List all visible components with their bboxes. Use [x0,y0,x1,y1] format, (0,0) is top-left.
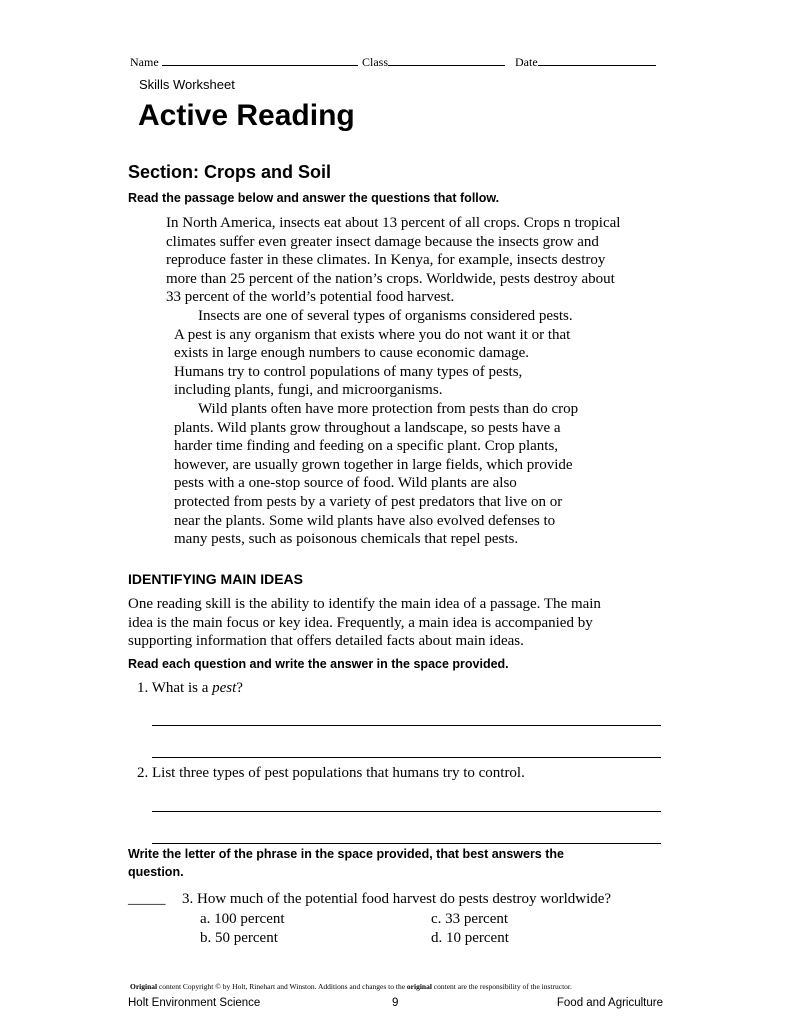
passage-line: In North America, insects eat about 13 percent of all crops. Crops n tropical [166,215,621,231]
header-class-field [362,53,505,70]
question-1-prefix: 1. What is a [137,680,213,696]
answer-line-q1-b[interactable] [152,757,661,758]
main-ideas-heading: IDENTIFYING MAIN IDEAS [128,571,304,587]
passage-line: near the plants. Some wild plants have also evolved defenses to [174,512,556,529]
question-3-blank[interactable]: _____ [128,891,166,907]
choice-a: a. 100 percent [200,911,285,927]
main-ideas-text [128,595,601,651]
page-number: 9 [392,997,399,1009]
passage-line: exists in large enough numbers to cause economic damage. [174,345,530,362]
passage-line: Wild plants often have more protection from pests than do crop [198,400,579,417]
choice-c: c. 33 percent [431,911,509,927]
reading-passage [166,214,620,549]
page-title: Active Reading [138,99,355,132]
mc-instruction [128,845,564,881]
header-name-field [130,53,358,70]
passage-line: many pests, such as poisonous chemicals that repel pests. [174,531,519,548]
mc-instruction-line: Write the letter of the phrase in the space provided, that best answers the [128,847,564,861]
passage-line: including plants, fungi, and microorganisms. [174,382,443,399]
footer-left: Holt Environment Science [128,997,261,1009]
copyright-notice [130,982,572,991]
date-blank[interactable] [538,53,656,66]
class-label: Class [362,55,389,69]
passage-line: climates suffer even greater insect damage because the insects grow and [166,233,599,250]
name-label: Name [130,55,159,69]
mc-instruction-line: question. [128,865,184,879]
passage-instruction: Read the passage below and answer the questions that follow. [128,191,500,205]
copyright-text-end: content are the responsibility of the instructor. [431,982,572,991]
header-date-field [515,53,656,70]
question-instruction: Read each question and write the answer in the space provided. [128,657,509,671]
copyright-original-2: original [406,982,432,991]
main-ideas-line: One reading skill is the ability to identify the main idea of a passage. The main [128,596,601,612]
copyright-original-1: Original [130,982,158,991]
choice-d: d. 10 percent [431,930,509,946]
passage-line: more than 25 percent of the nation’s crops. Worldwide, pests destroy about [166,270,615,287]
passage-line: reproduce faster in these climates. In Kenya, for example, insects destroy [166,252,606,269]
copyright-text-mid: content Copyright © by Holt, Rinehart and Winston. Additions and changes to the [157,982,407,991]
passage-line: Humans try to control populations of many types of pests, [174,363,523,380]
answer-line-q2-a[interactable] [152,811,661,812]
passage-line: protected from pests by a variety of pest predators that live on or [174,493,563,510]
question-1 [137,680,243,697]
passage-line: A pest is any organism that exists where you do not want it or that [174,326,571,343]
passage-line: Insects are one of several types of organisms considered pests. [198,307,573,324]
main-ideas-line: supporting information that offers detailed facts about main ideas. [128,633,524,650]
main-ideas-line: idea is the main focus or key idea. Frequently, a main idea is accompanied by [128,614,593,631]
choice-b: b. 50 percent [200,930,278,946]
passage-line: pests with a one-stop source of food. Wild plants are also [174,475,517,492]
passage-line: however, are usually grown together in large fields, which provide [174,456,573,473]
class-blank[interactable] [388,53,505,66]
footer-right: Food and Agriculture [556,997,663,1009]
worksheet-type: Skills Worksheet [139,77,235,92]
question-1-suffix: ? [236,680,243,696]
question-2: 2. List three types of pest populations that humans try to control. [137,765,525,781]
section-heading: Section: Crops and Soil [128,162,332,182]
passage-line: 33 percent of the world’s potential food harvest. [166,289,455,306]
question-3: 3. How much of the potential food harvest do pests destroy worldwide? [182,891,612,907]
date-label: Date [515,55,538,69]
question-1-term: pest [212,680,237,696]
passage-line: harder time finding and feeding on a specific plant. Crop plants, [174,438,559,455]
name-blank[interactable] [162,53,358,66]
answer-line-q1-a[interactable] [152,725,661,726]
answer-line-q2-b[interactable] [152,843,661,844]
passage-line: plants. Wild plants grow throughout a landscape, so pests have a [174,419,561,436]
